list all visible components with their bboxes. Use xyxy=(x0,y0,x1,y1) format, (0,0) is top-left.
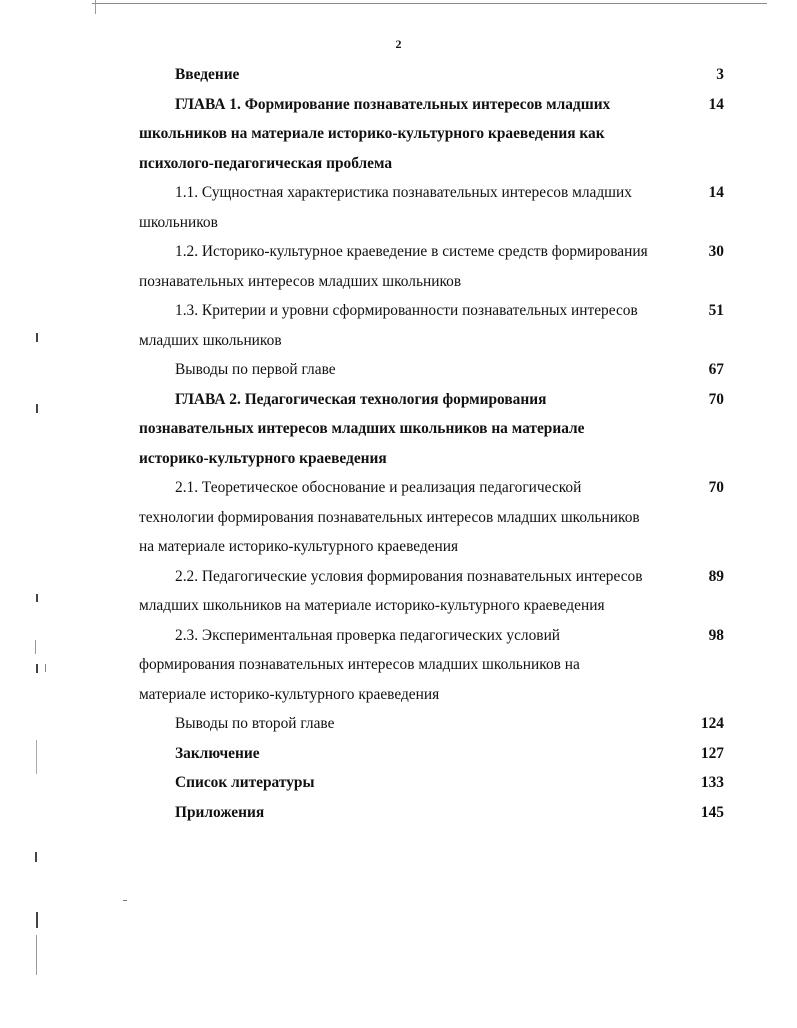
toc-entry xyxy=(139,739,724,769)
table-of-contents xyxy=(139,60,724,827)
toc-entry-title: 2.1. Теоретическое обоснование и реализация педагогической технологии формирования познавательных интересов младших школьников на материале историко-культурного краеведения xyxy=(139,479,640,555)
toc-entry-page: 145 xyxy=(700,803,724,821)
scan-margin-mark xyxy=(45,664,46,672)
toc-entry-title: Выводы по второй главе xyxy=(175,715,335,732)
toc-entry xyxy=(139,473,724,562)
toc-entry xyxy=(139,296,724,355)
toc-entry-page: 133 xyxy=(700,774,724,791)
scan-margin-mark xyxy=(36,935,37,975)
toc-entry-title: Введение xyxy=(175,66,240,83)
scan-margin-mark xyxy=(35,640,36,654)
toc-entry xyxy=(139,709,724,739)
toc-entry-page: 14 xyxy=(708,95,724,113)
toc-entry-page: 3 xyxy=(716,66,724,83)
toc-entry-title: 2.3. Экспериментальная проверка педагогических условий формирования познавательных интересов младших школьников на материале историко-культурного краеведения xyxy=(139,626,580,703)
toc-entry-page: 124 xyxy=(700,715,724,732)
scan-top-rule xyxy=(92,3,767,4)
toc-entry-page: 67 xyxy=(708,361,724,378)
scan-margin-mark xyxy=(35,852,37,862)
scan-margin-mark xyxy=(36,594,38,602)
toc-entry xyxy=(139,385,724,474)
toc-entry-title: 1.1. Сущностная характеристика познавательных интересов младших школьников xyxy=(139,184,632,231)
toc-entry-page: 70 xyxy=(708,479,724,496)
scan-margin-mark xyxy=(36,333,38,342)
toc-entry-title: Выводы по первой главе xyxy=(175,361,336,378)
toc-entry-title: 2.2. Педагогические условия формирования познавательных интересов младших школьников на материале историко-культурного краеведения xyxy=(139,567,643,614)
toc-entry xyxy=(139,798,724,828)
toc-entry-title: 1.3. Критерии и уровни сформированности познавательных интересов младших школьников xyxy=(139,302,638,349)
toc-entry-page: 30 xyxy=(708,243,724,260)
toc-entry-page: 127 xyxy=(700,744,724,762)
toc-entry xyxy=(139,60,724,90)
toc-entry xyxy=(139,90,724,179)
toc-entry xyxy=(139,355,724,385)
toc-entry xyxy=(139,562,724,621)
toc-entry-page: 14 xyxy=(708,184,724,201)
toc-entry xyxy=(139,237,724,296)
toc-entry-page: 98 xyxy=(708,626,724,644)
toc-entry-title: Заключение xyxy=(175,744,260,762)
toc-entry-page: 70 xyxy=(708,390,724,408)
toc-entry-page: 89 xyxy=(708,567,724,585)
scan-top-mark xyxy=(95,0,96,14)
scan-margin-mark xyxy=(36,740,37,774)
toc-entry-title: ГЛАВА 1. Формирование познавательных интересов младших школьников на материале историко-культурного краеведения как психолого-педагогическая проблема xyxy=(139,95,611,172)
toc-entry xyxy=(139,768,724,798)
toc-entry-title: Список литературы xyxy=(175,774,315,791)
toc-entry-title: Приложения xyxy=(175,803,265,821)
scan-margin-mark xyxy=(36,912,38,928)
scan-margin-mark xyxy=(36,404,38,413)
scan-margin-mark xyxy=(36,664,38,673)
page-number: 2 xyxy=(395,37,402,51)
toc-entry xyxy=(139,178,724,237)
toc-entry-page: 51 xyxy=(708,302,724,319)
toc-entry xyxy=(139,621,724,710)
toc-entry-title: 1.2. Историко-культурное краеведение в системе средств формирования познавательных интересов младших школьников xyxy=(139,243,648,290)
scan-speck xyxy=(123,900,127,901)
toc-entry-title: ГЛАВА 2. Педагогическая технология формирования познавательных интересов младших школьников на материале историко-культурного краеведения xyxy=(139,390,585,467)
